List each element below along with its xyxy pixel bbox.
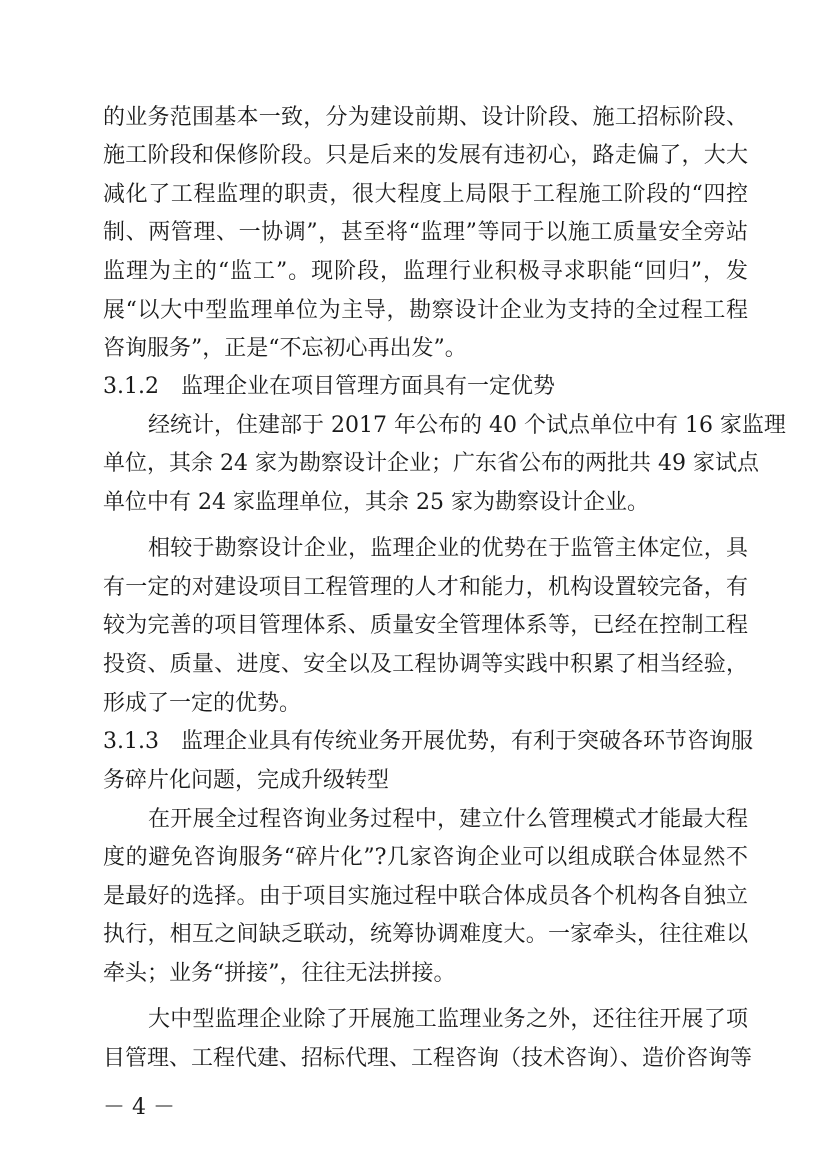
body-text-line: 牵头；业务“拼接”，往往无法拼接。 bbox=[103, 961, 456, 986]
body-text-line: 监理为主的“监工”。现阶段，监理行业积极寻求职能“回归”，发 bbox=[103, 259, 748, 284]
body-text-line: 较为完善的项目管理体系、质量安全管理体系等，已经在控制工程 bbox=[103, 613, 748, 638]
body-text-line: 施工阶段和保修阶段。只是后来的发展有违初心，路走偏了，大大 bbox=[103, 143, 748, 168]
section-title-line-2: 务碎片化问题，完成升级转型 bbox=[103, 768, 390, 793]
body-text-line: 咨询服务”，正是“不忘初心再出发”。 bbox=[103, 336, 467, 361]
body-text-line: 大中型监理企业除了开展施工监理业务之外，还往往开展了项 bbox=[148, 1007, 748, 1032]
section-heading-3-1-2 bbox=[103, 372, 555, 402]
page-number: － 4 － bbox=[103, 1095, 175, 1120]
body-text-line: 展“以大中型监理单位为主导，勘察设计企业为支持的全过程工程 bbox=[103, 298, 748, 323]
body-text-line: 减化了工程监理的职责，很大程度上局限于工程施工阶段的“四控 bbox=[103, 182, 748, 207]
section-title: 监理企业在项目管理方面具有一定优势 bbox=[181, 374, 556, 399]
body-text-line: 目管理、工程代建、招标代理、工程咨询（技术咨询）、造价咨询等 bbox=[103, 1046, 753, 1071]
body-text-line: 形成了一定的优势。 bbox=[103, 691, 302, 716]
body-text-line: 执行，相互之间缺乏联动，统筹协调难度大。一家牵头，往往难以 bbox=[103, 922, 748, 947]
body-text-line: 投资、质量、进度、安全以及工程协调等实践中积累了相当经验， bbox=[103, 652, 748, 677]
body-text-line: 是最好的选择。由于项目实施过程中联合体成员各个机构各自独立 bbox=[103, 884, 748, 909]
body-text-line: 的业务范围基本一致，分为建设前期、设计阶段、施工招标阶段、 bbox=[103, 105, 748, 130]
body-text-line: 经统计，住建部于 2017 年公布的 40 个试点单位中有 16 家监理 bbox=[148, 413, 786, 438]
section-title-line-1: 监理企业具有传统业务开展优势，有利于突破各环节咨询服 bbox=[181, 729, 754, 754]
body-text-line: 相较于勘察设计企业，监理企业的优势在于监管主体定位，具 bbox=[148, 536, 748, 561]
body-text-line: 单位，其余 24 家为勘察设计企业；广东省公布的两批共 49 家试点 bbox=[103, 451, 759, 476]
body-text-line: 度的避免咨询服务“碎片化”?几家咨询企业可以组成联合体显然不 bbox=[103, 845, 748, 870]
body-text-line: 有一定的对建设项目工程管理的人才和能力，机构设置较完备，有 bbox=[103, 575, 748, 600]
section-number: 3.1.2 bbox=[103, 374, 159, 399]
section-heading-3-1-3 bbox=[103, 727, 754, 757]
body-text-line: 在开展全过程咨询业务过程中，建立什么管理模式才能最大程 bbox=[148, 807, 748, 832]
body-text-line: 制、两管理、一协调”，甚至将“监理”等同于以施工质量安全旁站 bbox=[103, 220, 748, 245]
section-number: 3.1.3 bbox=[103, 729, 159, 754]
body-text-line: 单位中有 24 家监理单位，其余 25 家为勘察设计企业。 bbox=[103, 490, 649, 515]
